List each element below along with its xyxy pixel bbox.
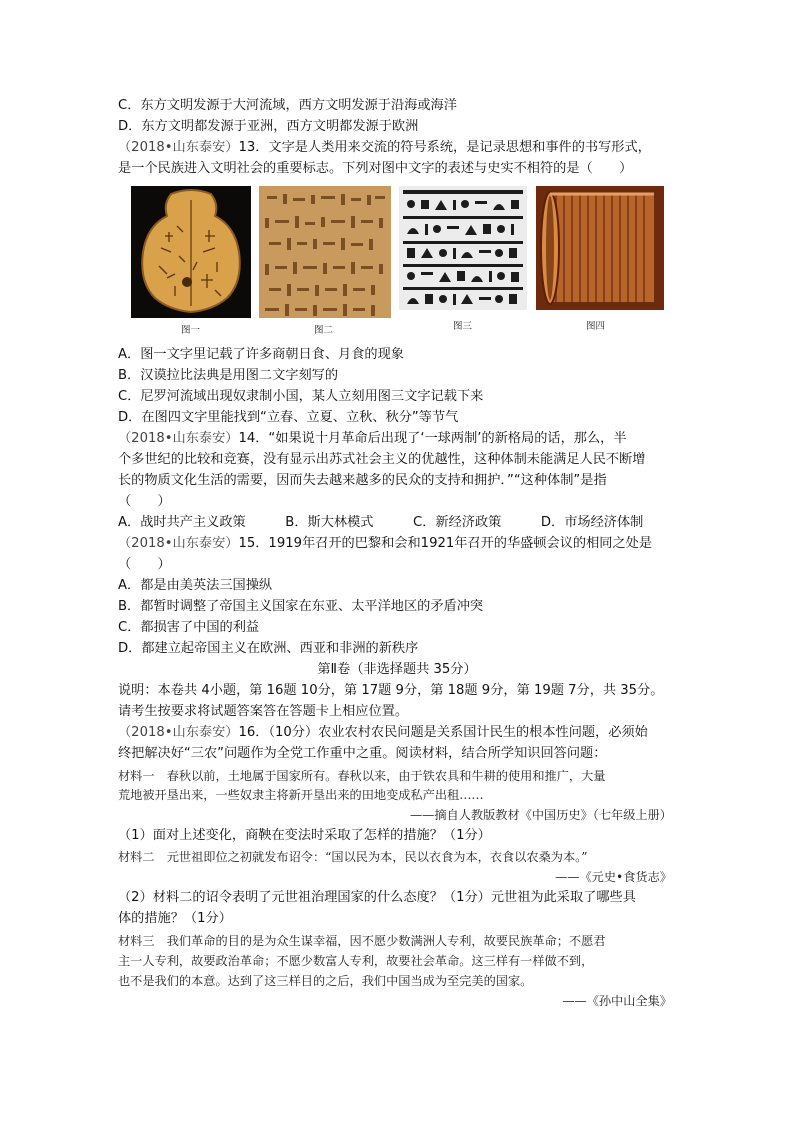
question-14-text-a: 14．“如果说十月革命后出现了‘一球两制’的新格局的话，那么，半 [238,431,627,446]
question-15-option-b: B．都暂时调整了帝国主义国家在东亚、太平洋地区的矛盾冲突 [118,599,484,614]
question-15-line-2: （ ） [118,557,171,572]
question-14-line-2: 个多世纪的比较和竞赛，没有显示出苏式社会主义的优越性，这种体制未能满足人民不断增 [118,452,646,467]
material-3-source: ——《孙中山全集》 [562,994,672,1008]
material-2-line-1: 材料二 元世祖即位之初就发布诏令：“国以民为本，民以衣食为本，衣食以农桑为本。” [118,850,588,864]
papyrus-scroll-image [536,186,664,310]
question-13-option-a: A．图一文字里记载了许多商朝日食、月食的现象 [118,347,404,362]
instructions-line-2: 请考生按要求将试题答案答在答题卡上相应位置。 [118,704,409,719]
question-13-option-c: C．尼罗河流域出现奴隶制小国，某人立刻用图三文字记载下来 [118,389,484,404]
question-16-line-2: 终把解决好“三农”问题作为全党工作重中之重。阅读材料，结合所学知识回答问题： [118,746,607,761]
figure-2-caption: 图二 [314,325,334,336]
question-14-line-4: （ ） [118,494,171,509]
instructions-line-1: 说明：本卷共 4小题，第 16题 10分，第 17题 9分，第 18题 9分，第 19题 7分，共 35分。 [118,683,664,698]
material-1-line-1: 材料一 春秋以前，土地属于国家所有。春秋以来，由于铁农具和牛耕的使用和推广，大量 [118,769,606,783]
question-15-option-c: C．都损害了中国的利益 [118,620,260,635]
question-14-line-3: 长的物质文化生活的需要，因而失去越来越多的民众的支持和拥护．”“这种体制”是指 [118,473,607,488]
material-2-source: ——《元史•食货志》 [555,870,672,884]
material-3-line-2: 主一人专利，故要政治革命；不愿少数富人专利，故要社会革命。这三样有一样做不到， [118,954,594,968]
question-14-options: A．战时共产主义政策 B．斯大林模式 C．新经济政策 D．市场经济体制 [118,515,644,530]
hieroglyph-image [399,186,527,310]
option-c-line: C．东方文明发源于大河流域，西方文明发源于沿海或海洋 [118,98,457,113]
figure-row [0,186,794,334]
question-13-text-a: 13．文字是人类用来交流的符号系统，是记录思想和事件的书写形式， [238,140,651,155]
cuneiform-tablet-image [259,186,391,318]
question-14-source: （2018•山东泰安） [118,431,239,446]
question-13-option-d: D．在图四文字里能找到“立春、立夏、立秋、秋分”等节气 [118,410,459,425]
question-15-source: （2018•山东泰安） [118,536,239,551]
question-16-sub-1: （1）面对上述变化，商鞅在变法时采取了怎样的措施？（1分） [118,828,491,843]
question-16-source: （2018•山东泰安） [118,725,239,740]
figure-1-caption: 图一 [181,325,201,336]
material-3-line-3: 也不是我们的本意。达到了这三样目的之后，我们中国当成为至完美的国家。 [118,974,533,988]
question-13-option-b: B．汉谟拉比法典是用图二文字刻写的 [118,368,339,383]
question-16-text-a: 16．（10分）农业农村农民问题是关系国计民生的根本性问题，必须始 [238,725,648,740]
question-16-sub-2-line-1: （2）材料二的诏令表明了元世祖治理国家的什么态度？（1分）元世祖为此采取了哪些具 [118,890,636,905]
option-d-line: D．东方文明都发源于亚洲，西方文明都发源于欧洲 [118,119,419,134]
question-15-option-a: A．都是由美英法三国操纵 [118,578,273,593]
material-1-source: ——摘自人教版教材《中国历史》（七年级上册） [409,808,672,822]
question-13-line-2: 是一个民族进入文明社会的重要标志。下列对图中文字的表述与史实不相符的是（ ） [118,161,633,176]
figure-3-caption: 图三 [453,321,473,332]
material-3-line-1: 材料三 我们革命的目的是为众生谋幸福，因不愿少数满洲人专利，故要民族革命；不愿君 [118,934,606,948]
oracle-bone-image [131,186,251,318]
question-16-line-1 [118,724,648,742]
question-15-line-1 [118,535,652,553]
figure-4-caption: 图四 [586,321,606,332]
material-1-line-2: 荒地被开垦出来，一些奴隶主将新开垦出来的田地变成私产出租…… [118,788,484,802]
question-15-option-d: D．都建立起帝国主义在欧洲、西亚和非洲的新秩序 [118,641,419,656]
question-15-text-a: 15．1919年召开的巴黎和会和1921年召开的华盛顿会议的相同之处是 [238,536,653,551]
question-16-sub-2-line-2: 体的措施？（1分） [118,911,232,926]
question-13-source: （2018•山东泰安） [118,140,239,155]
question-13-line-1 [118,139,651,157]
question-14-line-1 [118,430,627,448]
part-2-heading: 第Ⅱ卷（非选择题共 35分） [317,662,477,677]
